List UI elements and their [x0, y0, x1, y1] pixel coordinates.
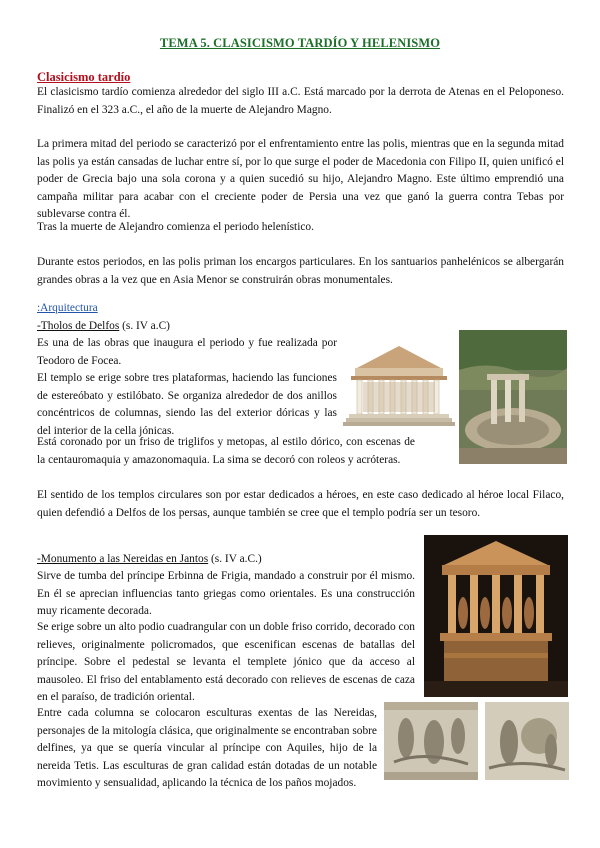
tholos-paragraph-4: El sentido de los templos circulares son por estar dedicados a héroes, en este caso dedicado al héroe local Filaco, quien defendió a Delfos de los persas, aunque también se cree que el templo podría ser un tesoro. [37, 489, 564, 519]
delphi-tholos-photo [459, 330, 567, 464]
nereids-heading-name: -Monumento a las Nereidas en Jantos [37, 553, 209, 565]
frieze-relief-photo-1 [384, 702, 478, 780]
tholos-reconstruction-image [343, 340, 455, 428]
nereids-paragraph-2: Se erige sobre un alto podio cuadrangular con un doble friso corrido, decorado con relieves, originalmente policromados, que escenifican escenas de batallas del príncipe. Sobre el pedestal se levanta el templete jónico que da acceso al mausoleo. El friso del entablamento está decorado con relieves de escenas de caza en el paraíso, de tradición oriental. [37, 621, 415, 703]
nereids-heading [37, 551, 262, 569]
period-paragraph: La primera mitad del periodo se caracterizó por el enfrentamiento entre las polis, mientras que en la segunda mitad las polis ya están cansadas de luchar entre sí, por lo que surge el poder de Macedonia con Filipo II, quien unificó el poder de Grecia bajo una sola corona y a quien sucedió su hijo, Alejandro Magno. Este último emprendió una campaña militar para acabar con el creciente poder de Persia una vez que ganó la guerra contra Tebas por sublevarse contra él. [37, 138, 564, 220]
architecture-heading[interactable]: :Arquitectura [37, 302, 98, 314]
tholos-heading [37, 318, 170, 336]
section-heading: Clasicismo tardío [37, 70, 131, 84]
tholos-paragraph-3: Está coronado por un friso de triglifos y metopas, al estilo dórico, con escenas de la centauromaquia y amazonomaquia. La sima se decoró con roleos y acróteras. [37, 436, 415, 466]
frieze-relief-photo-2 [485, 702, 569, 780]
polis-paragraph: Durante estos periodos, en las polis priman los encargos particulares. En los santuarios panhelénicos se albergarán grandes obras a la vez que en Asia Menor se construirán obras monumentales. [37, 256, 564, 286]
nereids-paragraph-3: Entre cada columna se colocaron esculturas exentas de las Nereidas, personajes de la mitología clásica, que originalmente se encontraban sobre delfines, ya que se quería vincular al príncipe con Aquiles, hijo de la nereida Tetis. Las esculturas de gran calidad están dotadas de un notable movimiento y sensualidad, aplicando la técnica de los paños mojados. [37, 707, 377, 789]
tholos-heading-name: -Tholos de Delfos [37, 320, 120, 332]
intro-paragraph: El clasicismo tardío comienza alrededor del siglo III a.C. Está marcado por la derrota de Atenas en el Peloponeso. Finalizó en el 323 a.C., el año de la muerte de Alejandro Magno. [37, 86, 564, 116]
tholos-paragraph-2: El templo se erige sobre tres plataformas, haciendo las funciones de estereóbato y estilóbato. Se organiza alrededor de dos anillos concéntricos de columnas, siendo las del exterior dóricas y las del interior de la cella jónicas. [37, 372, 337, 437]
period-paragraph-2: Tras la muerte de Alejandro comienza el periodo helenístico. [37, 221, 314, 233]
page-title: TEMA 5. CLASICISMO TARDÍO Y HELENISMO [159, 36, 441, 50]
tholos-heading-date: (s. IV a.C) [119, 320, 170, 332]
nereids-paragraph-1: Sirve de tumba del príncipe Erbinna de Frigia, mandado a construir por él mismo. En él se aprecian influencias tanto griegas como orientales. Es una construcción muy ricamente decorada. [37, 570, 415, 617]
nereid-monument-photo [424, 535, 568, 697]
tholos-paragraph-1: Es una de las obras que inaugura el periodo y fue realizada por Teodoro de Focea. [37, 337, 337, 367]
nereids-heading-date: (s. IV a.C.) [208, 553, 262, 565]
